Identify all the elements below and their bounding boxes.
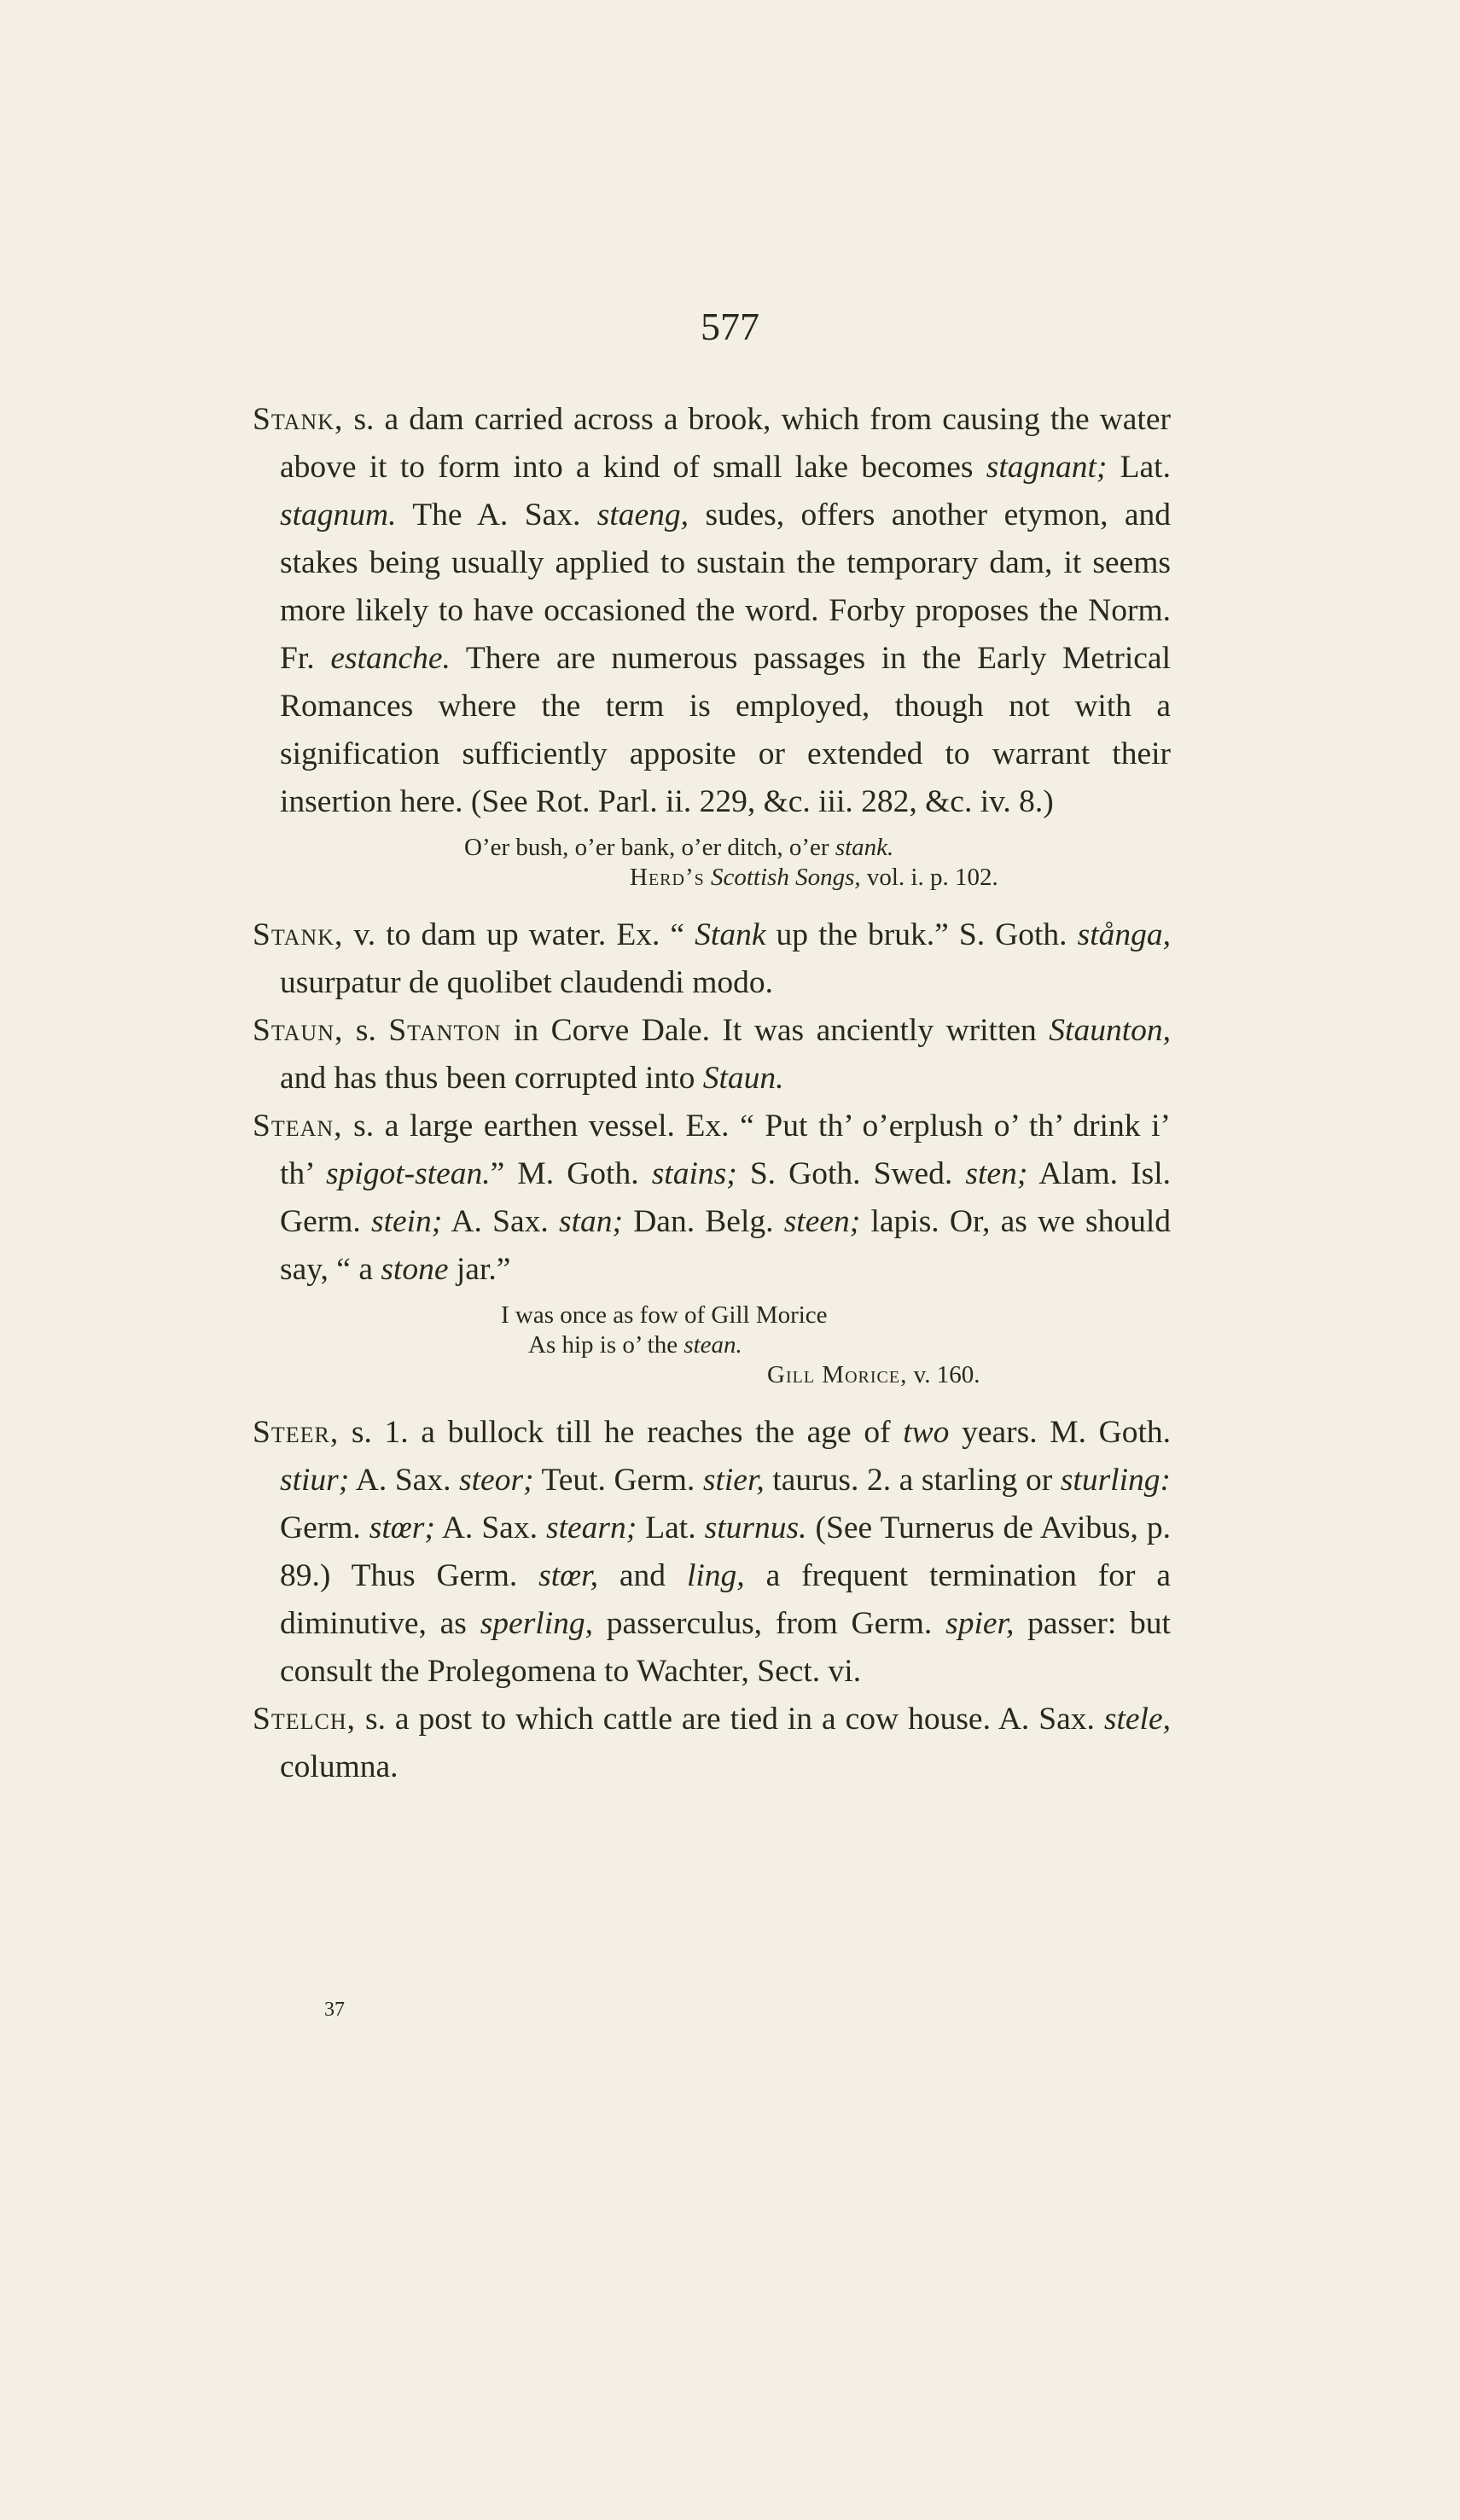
quote-line (253, 1330, 1171, 1360)
page-number: 577 (701, 305, 759, 348)
entry-text: sudes, offers another etymon, and stakes being usually applied to sustain the temporary dam, it seems more likely to have occasioned the word. Forby proposes the Norm. Fr. (280, 498, 1171, 676)
dictionary-text (253, 396, 1171, 1791)
quote-citation (253, 863, 1171, 893)
italic-term: stier, (702, 1463, 765, 1498)
signature-mark: 37 (324, 1999, 345, 2021)
entry-text: Lat. (1107, 450, 1171, 485)
entry-text: years. M. Goth. (949, 1415, 1171, 1450)
quotation-herd (253, 833, 1171, 893)
headword: Stean, (253, 1109, 343, 1144)
entry-text: jar.” (448, 1252, 511, 1287)
headword: Stelch, (253, 1702, 356, 1737)
headword: Stank, (253, 917, 344, 952)
italic-term: steor; (459, 1463, 534, 1498)
entry-text: and (598, 1558, 687, 1593)
quote-line: I was once as fow of Gill Morice (501, 1301, 828, 1329)
entry-text: There are numerous passages in the Early Metrical Romances where the term is employed, though not with a signification sufficiently apposite or extended to warrant their insertion here. (See Rot. Parl. ii. 229, &c. iii. 282, &c. iv. 8.) (280, 641, 1171, 819)
italic-term: stone (381, 1252, 449, 1287)
citation-author: Herd’s (630, 864, 705, 891)
italic-term: stånga, (1077, 917, 1171, 952)
entry-stank-noun (253, 396, 1171, 826)
headword: Steer, (253, 1415, 340, 1450)
entry-text: Alam. Isl. Germ. (280, 1156, 1171, 1239)
entry-text: Dan. Belg. (623, 1204, 784, 1239)
headword: Stank, (253, 402, 344, 437)
italic-term: two (903, 1415, 950, 1450)
italic-term: estanche. (330, 641, 451, 676)
entry-text: Lat. (637, 1510, 705, 1545)
entry-text: s. a large earthen vessel. Ex. “ Put th’ o’erplush o’ th’ drink i’ th’ (280, 1109, 1171, 1191)
entry-staun (253, 1007, 1171, 1103)
italic-term: sten; (965, 1156, 1028, 1191)
entry-text: A. Sax. (442, 1204, 559, 1239)
entry-text: Teut. Germ. (533, 1463, 703, 1498)
entry-text: s. a dam carried across a brook, which from causing the water above it to form into a kind of small lake becomes (280, 402, 1171, 485)
entry-text: s. a post to which cattle are tied in a cow house. A. Sax. (356, 1702, 1104, 1737)
italic-term: staeng, (596, 498, 689, 533)
italic-term: sperling, (480, 1606, 593, 1641)
italic-term: ling, (686, 1558, 745, 1593)
entry-text: (See Turnerus de Avibus, p. 89.) Thus Germ. (280, 1510, 1171, 1593)
entry-text: and has thus been corrupted into (280, 1061, 703, 1096)
entry-text: s. 1. a bullock till he reaches the age of (339, 1415, 904, 1450)
quote-line (253, 833, 1171, 863)
headword: Staun, (253, 1013, 344, 1048)
italic-term: sturling: (1060, 1463, 1171, 1498)
italic-term: stearn; (545, 1510, 637, 1545)
entry-text: up the bruk.” S. Goth. (765, 917, 1078, 952)
entry-text: s. (343, 1013, 389, 1048)
entry-text: in Corve Dale. It was anciently written (501, 1013, 1050, 1048)
entry-text: Germ. (280, 1510, 369, 1545)
quote-citation (253, 1360, 1171, 1390)
italic-term: stan; (559, 1204, 623, 1239)
entry-text: usurpatur de quolibet claudendi modo. (280, 965, 773, 1000)
italic-term: stains; (651, 1156, 737, 1191)
entry-text: S. Goth. Swed. (736, 1156, 966, 1191)
entry-text: passer: but consult the Prolegomena to Wachter, Sect. vi. (280, 1606, 1171, 1689)
entry-text: ” M. Goth. (490, 1156, 652, 1191)
italic-term: steen; (783, 1204, 861, 1239)
entry-text: A. Sax. (434, 1510, 546, 1545)
italic-term: stagnant; (986, 450, 1108, 485)
italic-term: stank. (835, 834, 894, 861)
entry-text: a frequent termination for a diminutive, as (280, 1558, 1171, 1641)
italic-term: Stank (695, 917, 766, 952)
entry-text: A. Sax. (349, 1463, 460, 1498)
italic-term: Staun. (702, 1061, 784, 1096)
quotation-gill-morice (253, 1301, 1171, 1390)
place-name: Stanton (388, 1013, 502, 1048)
italic-term: stele, (1103, 1702, 1171, 1737)
entry-text: columna. (280, 1749, 398, 1784)
quote-text: O’er bush, o’er bank, o’er ditch, o’er (464, 834, 835, 861)
italic-term: stein; (370, 1204, 443, 1239)
italic-term: stean. (683, 1331, 742, 1359)
entry-stelch (253, 1696, 1171, 1791)
quote-text: As hip is o’ the (528, 1331, 684, 1359)
entry-text: v. to dam up water. Ex. “ (343, 917, 695, 952)
italic-term: spier, (945, 1606, 1015, 1641)
citation-author: Gill Morice, (767, 1361, 908, 1388)
italic-term: sturnus. (704, 1510, 807, 1545)
italic-term: stiur; (280, 1463, 350, 1498)
citation-ref: v. 160. (907, 1361, 980, 1388)
entry-text: lapis. Or, as we should say, “ a (280, 1204, 1171, 1287)
entry-text: The A. Sax. (396, 498, 597, 533)
italic-term: spigot-stean. (325, 1156, 491, 1191)
entry-text: passerculus, from Germ. (593, 1606, 946, 1641)
citation-ref: vol. i. p. 102. (860, 864, 998, 891)
entry-steer (253, 1409, 1171, 1696)
italic-term: stœr; (369, 1510, 435, 1545)
entry-stean (253, 1103, 1171, 1294)
citation-title: Scottish Songs, (710, 864, 861, 891)
italic-term: stœr, (538, 1558, 598, 1593)
entry-stank-verb (253, 911, 1171, 1007)
entry-text: taurus. 2. a starling or (764, 1463, 1061, 1498)
italic-term: Staunton, (1049, 1013, 1171, 1048)
italic-term: stagnum. (280, 498, 397, 533)
